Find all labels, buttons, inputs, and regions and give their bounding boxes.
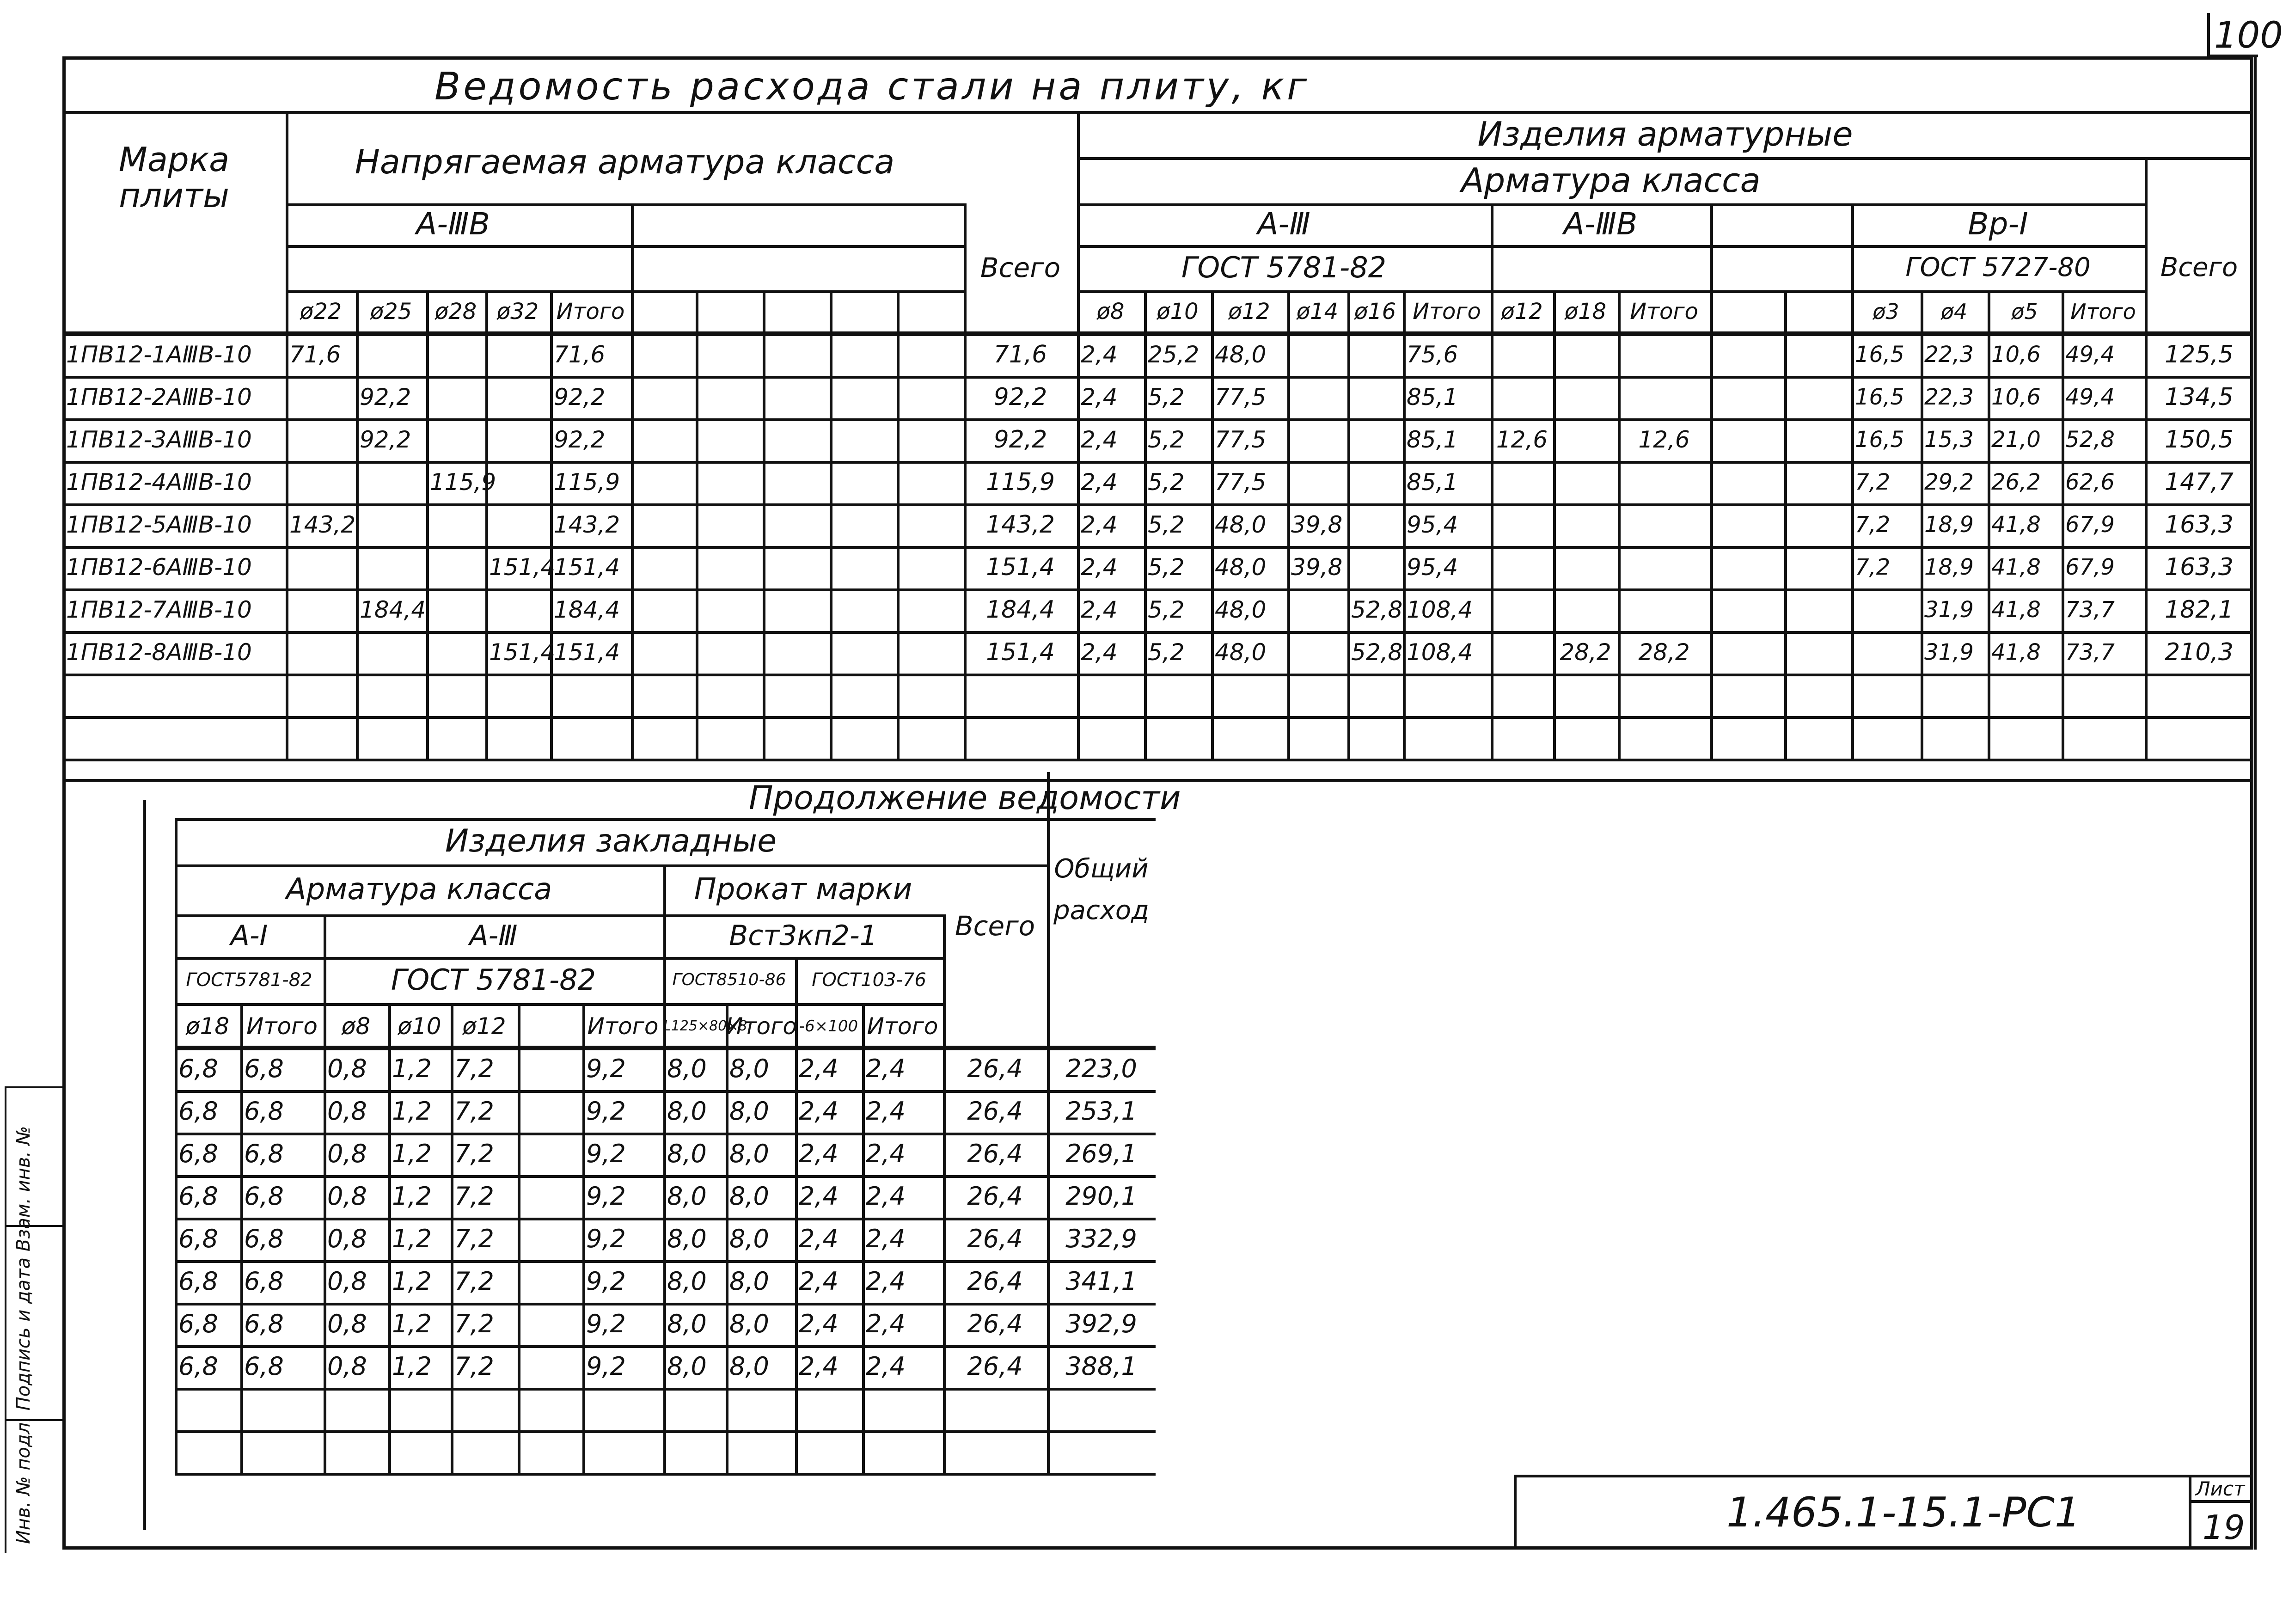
embedded-value: 6,8 bbox=[244, 1054, 284, 1083]
a3-value: 2,4 bbox=[1081, 384, 1118, 411]
embedded-col-header: -6×100 bbox=[799, 1017, 858, 1036]
a3v-value: 28,2 bbox=[1560, 639, 1611, 666]
embedded-col-header: ø8 bbox=[341, 1013, 371, 1040]
a3-value: 2,4 bbox=[1081, 554, 1118, 581]
prestressed-total: 151,4 bbox=[986, 638, 1055, 666]
a3-value: 5,2 bbox=[1148, 469, 1185, 496]
vp1-value: 18,9 bbox=[1924, 554, 1974, 580]
embedded-value bbox=[518, 1133, 586, 1175]
steel-grade: Вст3кп2-1 bbox=[729, 919, 877, 952]
prestressed-value: 92,2 bbox=[554, 426, 606, 453]
embedded-value: 26,4 bbox=[967, 1352, 1023, 1381]
vp1-value: 16,5 bbox=[1855, 427, 1904, 453]
embedded-value: 8,0 bbox=[729, 1139, 769, 1168]
embedded-value: 9,2 bbox=[586, 1352, 626, 1381]
vp1-value: 62,6 bbox=[2065, 469, 2115, 495]
embedded-value: 26,4 bbox=[967, 1267, 1023, 1296]
embedded-value: 8,0 bbox=[667, 1139, 707, 1168]
products-header: Изделия арматурные bbox=[1477, 115, 1853, 153]
gost-a1: ГОСТ5781-82 bbox=[186, 969, 312, 991]
embedded-rebar-header: Арматура класса bbox=[286, 872, 552, 907]
class-a3v: А-ⅢВ bbox=[1563, 206, 1638, 242]
plate-mark: 1ПВ12-8АⅢВ-10 bbox=[66, 639, 252, 666]
embedded-value: 6,8 bbox=[244, 1097, 284, 1126]
a3-value: 5,2 bbox=[1148, 426, 1185, 453]
mark-header-2: плиты bbox=[119, 176, 229, 215]
prestressed-value: 151,4 bbox=[489, 639, 556, 666]
embedded-col-header bbox=[518, 1003, 582, 1049]
embedded-value: 8,0 bbox=[729, 1352, 769, 1381]
embedded-value: 26,4 bbox=[967, 1309, 1023, 1338]
embedded-value: 2,4 bbox=[866, 1224, 906, 1253]
vp1-value: 73,7 bbox=[2065, 639, 2115, 665]
embedded-header: Изделия закладные bbox=[445, 823, 777, 859]
embedded-value: 2,4 bbox=[799, 1309, 838, 1338]
mark-header: Марка bbox=[118, 140, 230, 179]
embedded-value: 6,8 bbox=[244, 1352, 284, 1381]
prestressed-value: 151,4 bbox=[554, 639, 620, 666]
vp1-value: 15,3 bbox=[1924, 427, 1974, 453]
overall-value: 290,1 bbox=[1065, 1182, 1137, 1211]
embedded-value: 8,0 bbox=[667, 1097, 707, 1126]
a3-value: 85,1 bbox=[1407, 426, 1458, 453]
embedded-value: 0,8 bbox=[327, 1224, 367, 1253]
embedded-value: 7,2 bbox=[454, 1224, 494, 1253]
embedded-value: 0,8 bbox=[327, 1182, 367, 1211]
class-vp1: Вр-Ⅰ bbox=[1968, 206, 2028, 242]
embedded-value: 6,8 bbox=[244, 1309, 284, 1338]
prestressed-value: 92,2 bbox=[554, 384, 606, 411]
grand-total: 125,5 bbox=[2165, 341, 2234, 368]
embedded-value: 2,4 bbox=[866, 1182, 906, 1211]
a3-col-header: ø16 bbox=[1354, 299, 1396, 325]
embedded-value bbox=[518, 1260, 586, 1303]
prestressed-total: 184,4 bbox=[986, 596, 1055, 624]
embedded-value: 6,8 bbox=[178, 1309, 218, 1338]
embedded-value: 9,2 bbox=[586, 1267, 626, 1296]
embedded-value: 8,0 bbox=[729, 1182, 769, 1211]
prestressed-value: 92,2 bbox=[360, 384, 411, 411]
a3-value: 2,4 bbox=[1081, 341, 1118, 368]
cont-row-line bbox=[175, 1473, 1156, 1476]
embedded-col-header: ø10 bbox=[398, 1013, 441, 1040]
grand-total: 134,5 bbox=[2165, 383, 2234, 411]
vp1-value: 52,8 bbox=[2065, 427, 2115, 453]
a3-value: 108,4 bbox=[1407, 639, 1473, 666]
sheet-label-divider bbox=[2189, 1500, 2253, 1503]
a3-value: 48,0 bbox=[1215, 596, 1267, 623]
class-a3: А-Ⅲ bbox=[1257, 206, 1310, 242]
embedded-value: 8,0 bbox=[667, 1352, 707, 1381]
document-code: 1.465.1-15.1-РС1 bbox=[1726, 1489, 2081, 1536]
class-a1: А-Ⅰ bbox=[230, 919, 268, 952]
a3-col-header: ø12 bbox=[1228, 299, 1270, 325]
vp1-value: 10,6 bbox=[1991, 384, 2041, 410]
embedded-value: 0,8 bbox=[327, 1097, 367, 1126]
a3v-value: 12,6 bbox=[1496, 426, 1548, 453]
embedded-value bbox=[518, 1048, 586, 1090]
rebar-class-header: Арматура класса bbox=[1461, 161, 1761, 200]
embedded-value: 7,2 bbox=[454, 1139, 494, 1168]
prestressed-value: 151,4 bbox=[554, 554, 620, 581]
prestressed-col-header: ø22 bbox=[300, 299, 342, 325]
overall-value: 341,1 bbox=[1065, 1267, 1137, 1296]
vp1-col-header: Итого bbox=[2070, 299, 2136, 324]
embedded-value: 7,2 bbox=[454, 1097, 494, 1126]
embedded-col-header: ø18 bbox=[185, 1013, 230, 1040]
grand-total: 147,7 bbox=[2165, 468, 2234, 496]
embedded-value: 0,8 bbox=[327, 1139, 367, 1168]
embedded-value: 26,4 bbox=[967, 1054, 1023, 1083]
vp1-value: 73,7 bbox=[2065, 597, 2115, 623]
vp1-value: 31,9 bbox=[1924, 639, 1974, 665]
overall-value: 223,0 bbox=[1065, 1054, 1137, 1083]
vp1-value: 16,5 bbox=[1855, 384, 1904, 410]
prestressed-value: 115,9 bbox=[430, 469, 496, 496]
prestressed-value: 184,4 bbox=[360, 596, 426, 623]
continuation-title: Продолжение ведомости bbox=[749, 779, 1181, 817]
a3-value: 77,5 bbox=[1215, 469, 1267, 496]
embedded-value: 26,4 bbox=[967, 1182, 1023, 1211]
embedded-value: 2,4 bbox=[799, 1267, 838, 1296]
embedded-value: 6,8 bbox=[178, 1352, 218, 1381]
a3-value: 77,5 bbox=[1215, 426, 1267, 453]
prestressed-value: 143,2 bbox=[554, 511, 620, 538]
a3-col-header: ø14 bbox=[1296, 299, 1339, 325]
prestressed-header: Напрягаемая арматура класса bbox=[355, 142, 895, 181]
overall-header: Общий bbox=[1054, 854, 1149, 884]
embedded-value: 1,2 bbox=[392, 1224, 432, 1253]
a3-value: 2,4 bbox=[1081, 639, 1118, 666]
embedded-value: 1,2 bbox=[392, 1139, 432, 1168]
gost-a3-embedded: ГОСТ 5781-82 bbox=[391, 963, 596, 997]
embedded-value: 7,2 bbox=[454, 1054, 494, 1083]
vp1-value: 29,2 bbox=[1924, 469, 1974, 495]
embedded-value: 26,4 bbox=[967, 1139, 1023, 1168]
vp1-col-header: ø5 bbox=[2011, 299, 2038, 324]
embedded-value: 6,8 bbox=[244, 1224, 284, 1253]
total2-header: Всего bbox=[2160, 252, 2238, 282]
embedded-col-header: L125×80×8 bbox=[663, 1018, 747, 1034]
vp1-value: 21,0 bbox=[1991, 427, 2041, 453]
embedded-value: 2,4 bbox=[799, 1352, 838, 1381]
vp1-value: 10,6 bbox=[1991, 342, 2041, 368]
embedded-col-header: Итого bbox=[726, 1013, 797, 1040]
embedded-value bbox=[518, 1218, 586, 1260]
vp1-value: 41,8 bbox=[1991, 512, 2041, 538]
vp1-value: 7,2 bbox=[1855, 469, 1891, 495]
a3v-value: 12,6 bbox=[1638, 426, 1690, 453]
embedded-value: 9,2 bbox=[586, 1097, 626, 1126]
prestressed-col-header: ø32 bbox=[496, 299, 539, 325]
a3-value: 5,2 bbox=[1148, 554, 1185, 581]
embedded-value: 0,8 bbox=[327, 1309, 367, 1338]
prestressed-class: А-ⅢВ bbox=[416, 206, 490, 242]
embedded-value: 8,0 bbox=[729, 1054, 769, 1083]
a3-value: 85,1 bbox=[1407, 384, 1458, 411]
a3-value: 48,0 bbox=[1215, 554, 1267, 581]
overall-value: 332,9 bbox=[1065, 1224, 1137, 1253]
prestressed-value: 115,9 bbox=[554, 469, 620, 496]
plate-mark: 1ПВ12-6АⅢВ-10 bbox=[66, 554, 252, 581]
prestressed-total: 92,2 bbox=[993, 383, 1047, 411]
embedded-value: 9,2 bbox=[586, 1309, 626, 1338]
prestressed-value: 184,4 bbox=[554, 596, 620, 623]
embedded-value: 1,2 bbox=[392, 1097, 432, 1126]
plate-mark: 1ПВ12-2АⅢВ-10 bbox=[66, 384, 252, 411]
embedded-value: 8,0 bbox=[667, 1267, 707, 1296]
a3-value: 75,6 bbox=[1407, 341, 1458, 368]
prestressed-col-header: ø28 bbox=[435, 299, 477, 325]
overall-value: 388,1 bbox=[1065, 1352, 1137, 1381]
a3-value: 48,0 bbox=[1215, 511, 1267, 538]
embedded-value: 7,2 bbox=[454, 1182, 494, 1211]
plate-mark: 1ПВ12-7АⅢВ-10 bbox=[66, 596, 252, 623]
embedded-value bbox=[518, 1345, 586, 1388]
a3-value: 39,8 bbox=[1291, 511, 1343, 538]
embedded-value: 9,2 bbox=[586, 1224, 626, 1253]
vp1-value: 31,9 bbox=[1924, 597, 1974, 623]
a3-value: 5,2 bbox=[1148, 639, 1185, 666]
class-a3-embedded: А-Ⅲ bbox=[469, 919, 518, 952]
prestressed-total: 92,2 bbox=[993, 426, 1047, 453]
prestressed-value: 151,4 bbox=[489, 554, 556, 581]
a3v-col-header: ø12 bbox=[1501, 299, 1543, 325]
plate-mark: 1ПВ12-3АⅢВ-10 bbox=[66, 426, 252, 453]
plate-mark: 1ПВ12-1АⅢВ-10 bbox=[66, 341, 252, 368]
prestressed-total: 143,2 bbox=[986, 511, 1055, 539]
vp1-col-header: ø3 bbox=[1873, 299, 1899, 324]
title-block-divider bbox=[2189, 1475, 2191, 1550]
prestressed-value: 143,2 bbox=[289, 511, 356, 538]
a3-value: 2,4 bbox=[1081, 511, 1118, 538]
sheet-number: 19 bbox=[2203, 1508, 2245, 1547]
embedded-value: 26,4 bbox=[967, 1097, 1023, 1126]
total1-header: Всего bbox=[980, 252, 1061, 283]
embedded-value: 0,8 bbox=[327, 1267, 367, 1296]
overall-header-2: расход bbox=[1053, 895, 1149, 925]
embedded-value: 6,8 bbox=[178, 1054, 218, 1083]
vp1-value: 67,9 bbox=[2065, 512, 2115, 538]
a3-value: 95,4 bbox=[1407, 511, 1458, 538]
cont-header-line bbox=[1047, 818, 1156, 821]
embedded-col-header: Итого bbox=[587, 1013, 659, 1040]
embedded-col-header: Итого bbox=[246, 1013, 318, 1040]
embedded-value: 8,0 bbox=[667, 1309, 707, 1338]
prestressed-total: 115,9 bbox=[986, 468, 1055, 496]
embedded-value: 1,2 bbox=[392, 1054, 432, 1083]
vp1-value: 67,9 bbox=[2065, 554, 2115, 580]
embedded-value: 6,8 bbox=[244, 1139, 284, 1168]
embedded-value: 7,2 bbox=[454, 1309, 494, 1338]
embedded-value: 8,0 bbox=[729, 1309, 769, 1338]
sheet-label: Лист bbox=[2196, 1477, 2245, 1500]
a3-col-header: Итого bbox=[1413, 299, 1481, 325]
a3-value: 52,8 bbox=[1351, 639, 1403, 666]
overall-value: 392,9 bbox=[1065, 1309, 1137, 1338]
embedded-value: 2,4 bbox=[799, 1224, 838, 1253]
a3-value: 48,0 bbox=[1215, 639, 1267, 666]
embedded-value: 2,4 bbox=[866, 1267, 906, 1296]
embedded-value: 9,2 bbox=[586, 1139, 626, 1168]
grand-total: 163,3 bbox=[2165, 511, 2234, 539]
embedded-value: 1,2 bbox=[392, 1352, 432, 1381]
a3-value: 77,5 bbox=[1215, 384, 1267, 411]
embedded-value: 2,4 bbox=[866, 1352, 906, 1381]
embedded-value: 8,0 bbox=[729, 1097, 769, 1126]
prestressed-col-header: Итого bbox=[556, 299, 625, 325]
a3-value: 48,0 bbox=[1215, 341, 1267, 368]
a3-value: 52,8 bbox=[1351, 596, 1403, 623]
prestressed-value: 71,6 bbox=[289, 341, 341, 368]
vp1-value: 7,2 bbox=[1855, 554, 1891, 580]
a3-value: 108,4 bbox=[1407, 596, 1473, 623]
grand-total: 182,1 bbox=[2165, 596, 2234, 624]
embedded-value: 2,4 bbox=[866, 1097, 906, 1126]
a3-value: 5,2 bbox=[1148, 384, 1185, 411]
embedded-value: 6,8 bbox=[178, 1267, 218, 1296]
embedded-value: 6,8 bbox=[244, 1267, 284, 1296]
a3-value: 5,2 bbox=[1148, 511, 1185, 538]
gost-a3: ГОСТ 5781-82 bbox=[1181, 251, 1387, 284]
gost-angle: ГОСТ8510-86 bbox=[672, 970, 786, 989]
gost-vp1: ГОСТ 5727-80 bbox=[1905, 252, 2091, 282]
embedded-value: 0,8 bbox=[327, 1054, 367, 1083]
grand-total: 150,5 bbox=[2165, 426, 2234, 453]
embedded-value: 8,0 bbox=[667, 1182, 707, 1211]
cont-row-line bbox=[175, 1388, 1156, 1391]
a3-col-header: ø8 bbox=[1096, 299, 1125, 325]
a3-value: 25,2 bbox=[1148, 341, 1200, 368]
overall-value: 269,1 bbox=[1065, 1139, 1137, 1168]
grand-total: 163,3 bbox=[2165, 553, 2234, 581]
vp1-value: 26,2 bbox=[1991, 469, 2041, 495]
vp1-value: 49,4 bbox=[2065, 384, 2115, 410]
cont-total-header: Всего bbox=[955, 910, 1035, 942]
a3-value: 95,4 bbox=[1407, 554, 1458, 581]
vp1-value: 22,3 bbox=[1924, 342, 1974, 368]
embedded-value: 6,8 bbox=[178, 1182, 218, 1211]
embedded-value: 9,2 bbox=[586, 1182, 626, 1211]
a3-value: 85,1 bbox=[1407, 469, 1458, 496]
embedded-value: 6,8 bbox=[244, 1182, 284, 1211]
rolled-header: Прокат марки bbox=[694, 872, 912, 907]
embedded-value: 8,0 bbox=[729, 1224, 769, 1253]
embedded-value: 0,8 bbox=[327, 1352, 367, 1381]
embedded-value: 6,8 bbox=[178, 1139, 218, 1168]
embedded-col-header: Итого bbox=[867, 1013, 938, 1040]
page-number: 100 bbox=[2214, 15, 2283, 56]
a3-value: 39,8 bbox=[1291, 554, 1343, 581]
embedded-value: 2,4 bbox=[799, 1182, 838, 1211]
prestressed-value: 92,2 bbox=[360, 426, 411, 453]
embedded-value bbox=[518, 1175, 586, 1218]
embedded-value: 26,4 bbox=[967, 1224, 1023, 1253]
embedded-col-header: ø12 bbox=[462, 1013, 506, 1040]
vp1-value: 41,8 bbox=[1991, 597, 2041, 623]
embedded-value: 2,4 bbox=[866, 1054, 906, 1083]
vp1-value: 41,8 bbox=[1991, 554, 2041, 580]
vp1-value: 49,4 bbox=[2065, 342, 2115, 368]
embedded-value: 1,2 bbox=[392, 1267, 432, 1296]
cont-row-line bbox=[175, 1430, 1156, 1433]
embedded-value: 2,4 bbox=[799, 1054, 838, 1083]
a3-value: 2,4 bbox=[1081, 596, 1118, 623]
embedded-value: 9,2 bbox=[586, 1054, 626, 1083]
overall-value: 253,1 bbox=[1065, 1097, 1137, 1126]
prestressed-total: 151,4 bbox=[986, 553, 1055, 581]
prestressed-total: 71,6 bbox=[993, 341, 1047, 368]
embedded-value: 1,2 bbox=[392, 1182, 432, 1211]
embedded-value: 2,4 bbox=[799, 1139, 838, 1168]
prestressed-value: 71,6 bbox=[554, 341, 606, 368]
embedded-value: 6,8 bbox=[178, 1097, 218, 1126]
embedded-value: 8,0 bbox=[667, 1054, 707, 1083]
embedded-value: 2,4 bbox=[799, 1097, 838, 1126]
embedded-value bbox=[518, 1303, 586, 1345]
embedded-value: 1,2 bbox=[392, 1309, 432, 1338]
prestressed-col-header: ø25 bbox=[370, 299, 412, 325]
vp1-col-header: ø4 bbox=[1940, 299, 1968, 324]
vp1-value: 18,9 bbox=[1924, 512, 1974, 538]
embedded-value: 2,4 bbox=[866, 1309, 906, 1338]
a3-value: 2,4 bbox=[1081, 426, 1118, 453]
plate-mark: 1ПВ12-5АⅢВ-10 bbox=[66, 511, 252, 538]
plate-mark: 1ПВ12-4АⅢВ-10 bbox=[66, 469, 252, 496]
a3v-col-header: ø18 bbox=[1564, 299, 1607, 325]
cont-left-line bbox=[143, 800, 146, 1530]
vp1-value: 16,5 bbox=[1855, 342, 1904, 368]
a3-value: 2,4 bbox=[1081, 469, 1118, 496]
a3v-value: 28,2 bbox=[1638, 639, 1690, 666]
embedded-value: 7,2 bbox=[454, 1267, 494, 1296]
a3-col-header: ø10 bbox=[1157, 299, 1199, 325]
vp1-value: 7,2 bbox=[1855, 512, 1891, 538]
vp1-value: 22,3 bbox=[1924, 384, 1974, 410]
side-stamp-text: Инв. № подл. Подпись и дата Взам. инв. № bbox=[13, 1126, 34, 1544]
a3v-col-header: Итого bbox=[1630, 299, 1698, 325]
embedded-value: 8,0 bbox=[729, 1267, 769, 1296]
embedded-value: 2,4 bbox=[866, 1139, 906, 1168]
grand-total: 210,3 bbox=[2165, 638, 2234, 666]
gost-strip: ГОСТ103-76 bbox=[812, 969, 926, 991]
embedded-value: 8,0 bbox=[667, 1224, 707, 1253]
embedded-value bbox=[518, 1090, 586, 1133]
embedded-value: 7,2 bbox=[454, 1352, 494, 1381]
vp1-value: 41,8 bbox=[1991, 639, 2041, 665]
embedded-value: 6,8 bbox=[178, 1224, 218, 1253]
document-title: Ведомость расхода стали на плиту, кг bbox=[435, 65, 1310, 109]
a3-value: 5,2 bbox=[1148, 596, 1185, 623]
